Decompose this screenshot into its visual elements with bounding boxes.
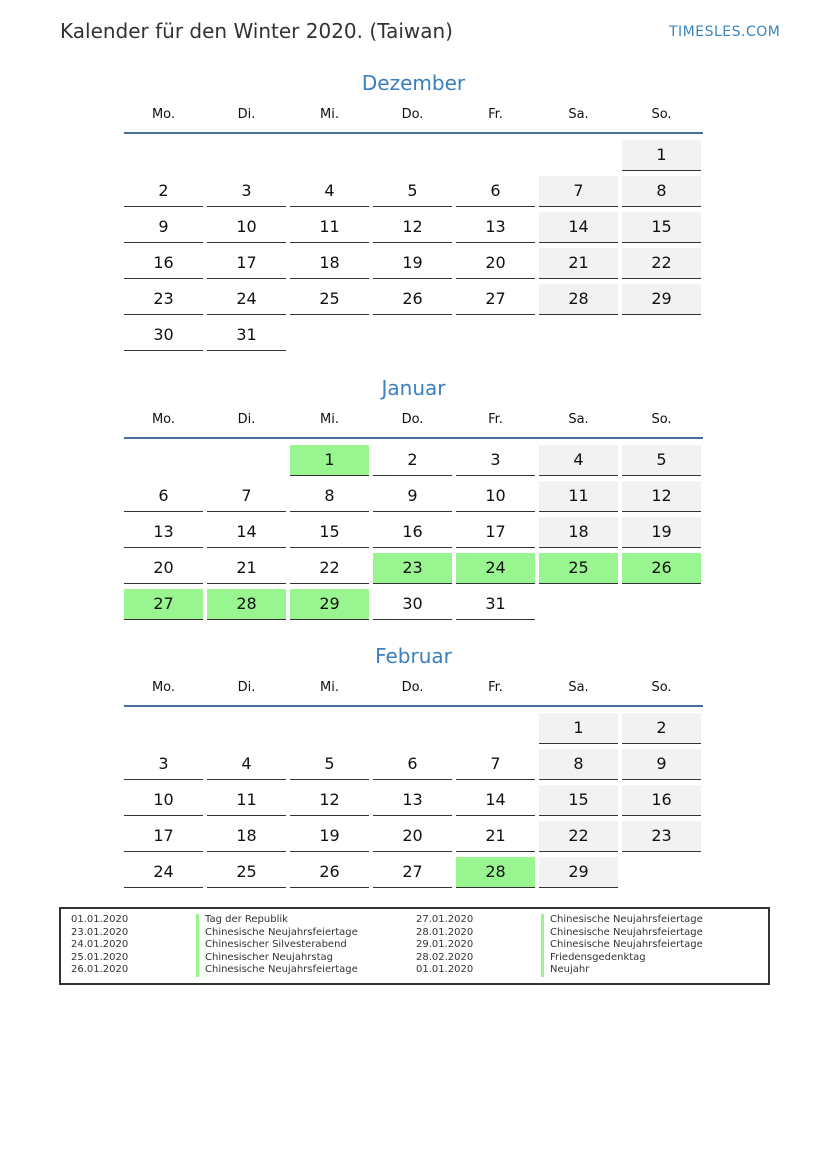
empty-cell — [290, 711, 369, 747]
day-cell: 25 — [207, 857, 286, 888]
legend-date: 01.01.2020 — [416, 964, 474, 976]
day-cell: 12 — [622, 481, 701, 512]
day-cell: 29 — [622, 284, 701, 315]
day-cell: 8 — [290, 481, 369, 512]
empty-cell — [207, 711, 286, 747]
day-cell: 10 — [207, 212, 286, 243]
empty-cell — [124, 711, 203, 747]
weekday-label: Fr. — [488, 680, 503, 695]
empty-cell — [373, 138, 452, 174]
empty-cell — [456, 711, 535, 747]
day-cell: 22 — [622, 248, 701, 279]
day-cell: 13 — [456, 212, 535, 243]
day-cell: 5 — [290, 749, 369, 780]
day-cell: 5 — [373, 176, 452, 207]
day-cell: 2 — [373, 445, 452, 476]
legend-holiday-name: Neujahr — [541, 964, 761, 977]
day-cell: 23 — [124, 284, 203, 315]
weekday-header — [124, 403, 703, 439]
empty-cell — [539, 138, 618, 174]
day-cell: 2 — [124, 176, 203, 207]
day-cell: 30 — [373, 589, 452, 620]
weekday-label: Mo. — [151, 107, 176, 122]
month-title: Januar — [381, 376, 446, 400]
weekday-label: Fr. — [488, 107, 503, 122]
day-cell: 15 — [622, 212, 701, 243]
day-cell: 28 — [539, 284, 618, 315]
holiday-day-cell: 28 — [456, 857, 535, 888]
day-cell: 9 — [622, 749, 701, 780]
day-cell: 15 — [290, 517, 369, 548]
legend-holiday-name: Chinesische Neujahrsfeiertage — [196, 927, 416, 940]
weekday-label: Do. — [401, 680, 424, 695]
day-cell: 11 — [539, 481, 618, 512]
month-december — [124, 68, 703, 354]
weekday-label: Fr. — [488, 412, 503, 427]
legend-grid — [71, 914, 761, 977]
weekday-label: Mi. — [320, 680, 339, 695]
weekday-header — [124, 98, 703, 134]
day-cell: 12 — [373, 212, 452, 243]
legend-date: 01.01.2020 — [71, 914, 129, 925]
legend-holiday-name: Friedensgedenktag — [541, 952, 761, 965]
weekday-label: So. — [651, 680, 672, 695]
day-cell: 26 — [373, 284, 452, 315]
legend-holiday-name: Tag der Republik — [196, 914, 416, 927]
holiday-day-cell: 28 — [207, 589, 286, 620]
day-cell: 14 — [456, 785, 535, 816]
day-cell: 4 — [539, 445, 618, 476]
legend-holiday-name: Chinesische Neujahrsfeiertage — [541, 939, 761, 952]
day-cell: 20 — [373, 821, 452, 852]
weekday-label: Di. — [237, 107, 256, 122]
site-logo[interactable]: TIMESLES.COM — [669, 24, 781, 40]
legend-date: 27.01.2020 — [416, 914, 474, 925]
day-cell: 7 — [456, 749, 535, 780]
day-grid — [124, 443, 703, 623]
weekday-label: So. — [651, 107, 672, 122]
weekday-label: Mi. — [320, 412, 339, 427]
empty-cell — [290, 138, 369, 174]
day-cell: 19 — [622, 517, 701, 548]
day-cell: 7 — [207, 481, 286, 512]
legend-holiday-name: Chinesische Neujahrsfeiertage — [541, 914, 761, 927]
holiday-legend — [59, 907, 770, 985]
holiday-day-cell: 25 — [539, 553, 618, 584]
weekday-label: Do. — [401, 412, 424, 427]
day-cell: 13 — [373, 785, 452, 816]
day-cell: 3 — [124, 749, 203, 780]
day-cell: 22 — [539, 821, 618, 852]
legend-date: 28.01.2020 — [416, 926, 474, 938]
legend-date: 25.01.2020 — [71, 951, 129, 963]
holiday-day-cell: 27 — [124, 589, 203, 620]
day-cell: 13 — [124, 517, 203, 548]
weekday-label: Sa. — [568, 680, 589, 695]
day-cell: 1 — [539, 713, 618, 744]
day-cell: 3 — [207, 176, 286, 207]
day-cell: 6 — [373, 749, 452, 780]
day-cell: 4 — [290, 176, 369, 207]
weekday-label: Di. — [237, 680, 256, 695]
day-cell: 21 — [207, 553, 286, 584]
day-cell: 18 — [539, 517, 618, 548]
day-cell: 21 — [539, 248, 618, 279]
day-cell: 22 — [290, 553, 369, 584]
empty-cell — [373, 711, 452, 747]
day-cell: 16 — [373, 517, 452, 548]
day-cell: 8 — [622, 176, 701, 207]
day-cell: 4 — [207, 749, 286, 780]
legend-date: 23.01.2020 — [71, 926, 129, 938]
weekday-label: Sa. — [568, 412, 589, 427]
weekday-label: Sa. — [568, 107, 589, 122]
legend-date: 28.02.2020 — [416, 951, 474, 963]
day-cell: 18 — [207, 821, 286, 852]
day-cell: 17 — [124, 821, 203, 852]
empty-cell — [456, 138, 535, 174]
day-cell: 16 — [622, 785, 701, 816]
day-cell: 19 — [373, 248, 452, 279]
month-february — [124, 641, 703, 891]
month-title: Dezember — [361, 71, 466, 95]
legend-date: 26.01.2020 — [71, 964, 129, 976]
weekday-header — [124, 671, 703, 707]
weekday-label: So. — [651, 412, 672, 427]
day-cell: 24 — [124, 857, 203, 888]
empty-cell — [124, 138, 203, 174]
day-cell: 17 — [207, 248, 286, 279]
day-cell: 20 — [124, 553, 203, 584]
day-cell: 9 — [373, 481, 452, 512]
holiday-day-cell: 26 — [622, 553, 701, 584]
day-cell: 9 — [124, 212, 203, 243]
day-cell: 31 — [456, 589, 535, 620]
legend-holiday-name: Chinesische Neujahrsfeiertage — [541, 927, 761, 940]
month-title: Februar — [375, 644, 452, 668]
day-cell: 17 — [456, 517, 535, 548]
day-cell: 27 — [373, 857, 452, 888]
day-cell: 29 — [539, 857, 618, 888]
day-cell: 21 — [456, 821, 535, 852]
holiday-day-cell: 1 — [290, 445, 369, 476]
day-cell: 27 — [456, 284, 535, 315]
day-cell: 23 — [622, 821, 701, 852]
empty-cell — [207, 443, 286, 479]
weekday-label: Do. — [401, 107, 424, 122]
day-cell: 6 — [456, 176, 535, 207]
page-title: Kalender für den Winter 2020. (Taiwan) — [60, 19, 453, 43]
legend-holiday-name: Chinesischer Silvesterabend — [196, 939, 416, 952]
day-cell: 12 — [290, 785, 369, 816]
day-cell: 14 — [539, 212, 618, 243]
day-cell: 6 — [124, 481, 203, 512]
day-cell: 14 — [207, 517, 286, 548]
day-cell: 31 — [207, 320, 286, 351]
legend-date: 29.01.2020 — [416, 939, 474, 951]
day-cell: 10 — [124, 785, 203, 816]
day-cell: 7 — [539, 176, 618, 207]
legend-holiday-name: Chinesische Neujahrsfeiertage — [196, 964, 416, 977]
day-cell: 11 — [290, 212, 369, 243]
day-cell: 18 — [290, 248, 369, 279]
day-cell: 20 — [456, 248, 535, 279]
weekday-label: Mi. — [320, 107, 339, 122]
empty-cell — [207, 138, 286, 174]
empty-cell — [124, 443, 203, 479]
day-cell: 25 — [290, 284, 369, 315]
legend-date: 24.01.2020 — [71, 939, 129, 951]
day-cell: 11 — [207, 785, 286, 816]
day-cell: 10 — [456, 481, 535, 512]
weekday-label: Mo. — [151, 412, 176, 427]
day-grid — [124, 711, 703, 891]
day-cell: 16 — [124, 248, 203, 279]
day-cell: 2 — [622, 713, 701, 744]
weekday-label: Di. — [237, 412, 256, 427]
day-cell: 15 — [539, 785, 618, 816]
holiday-day-cell: 29 — [290, 589, 369, 620]
holiday-day-cell: 24 — [456, 553, 535, 584]
holiday-day-cell: 23 — [373, 553, 452, 584]
day-cell: 1 — [622, 140, 701, 171]
day-cell: 30 — [124, 320, 203, 351]
day-cell: 19 — [290, 821, 369, 852]
day-cell: 5 — [622, 445, 701, 476]
month-january — [124, 373, 703, 623]
day-grid — [124, 138, 703, 354]
weekday-label: Mo. — [151, 680, 176, 695]
legend-holiday-name: Chinesischer Neujahrstag — [196, 952, 416, 965]
day-cell: 26 — [290, 857, 369, 888]
day-cell: 3 — [456, 445, 535, 476]
day-cell: 8 — [539, 749, 618, 780]
day-cell: 24 — [207, 284, 286, 315]
